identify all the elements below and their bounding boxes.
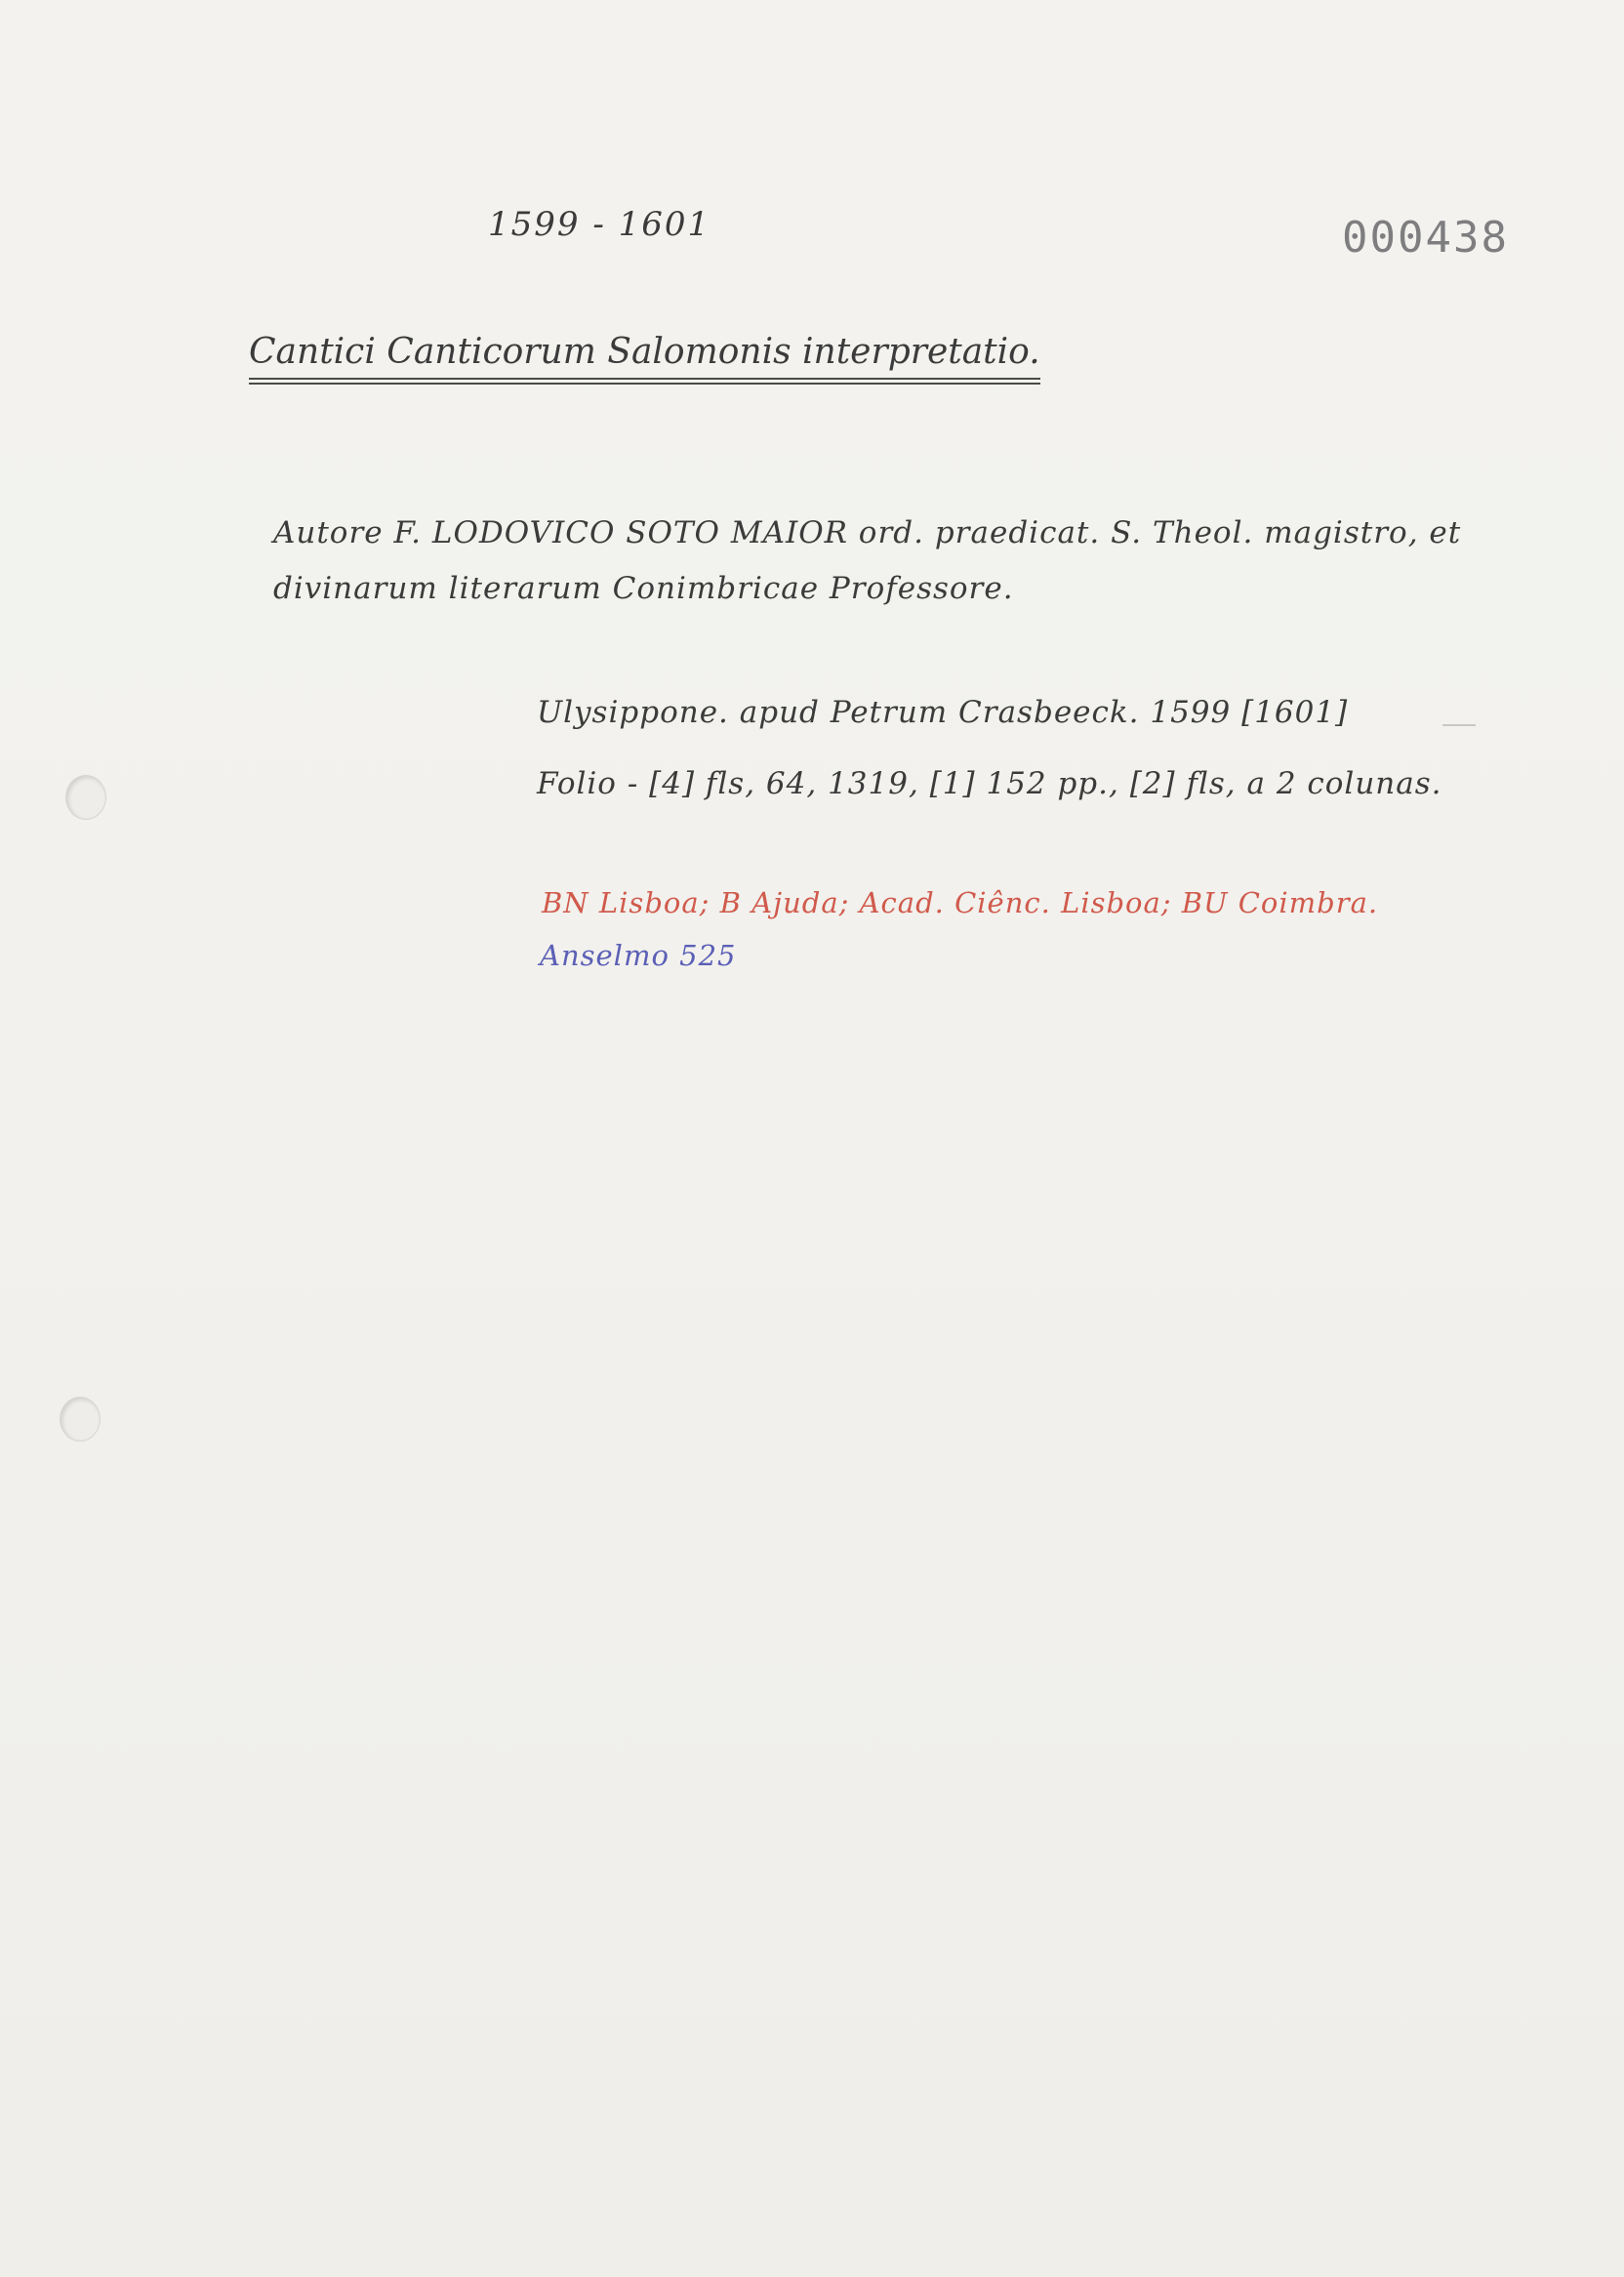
bibliographic-reference: Anselmo 525 [540, 939, 737, 972]
pencil-mark [1442, 724, 1476, 726]
punch-hole-lower [61, 1398, 100, 1441]
imprint-line: Ulysippone. apud Petrum Crasbeeck. 1599 [1601] [537, 695, 1349, 730]
holdings-note: BN Lisboa; B Ajuda; Acad. Ciênc. Lisboa; BU Coimbra. [542, 886, 1379, 919]
author-line-2: divinarum literarum Conimbricae Professore. [273, 571, 1014, 606]
punch-hole-upper [66, 776, 105, 819]
work-title: Cantici Canticorum Salomonis interpretatio. [249, 332, 1040, 380]
catalog-number-stamp: 000438 [1342, 213, 1509, 263]
author-line-1: Autore F. LODOVICO SOTO MAIOR ord. praedicat. S. Theol. magistro, et [273, 515, 1462, 550]
date-range: 1599 - 1601 [488, 205, 711, 244]
collation-line: Folio - [4] fls, 64, 1319, [1] 152 pp., [2] fls, a 2 colunas. [537, 766, 1442, 801]
